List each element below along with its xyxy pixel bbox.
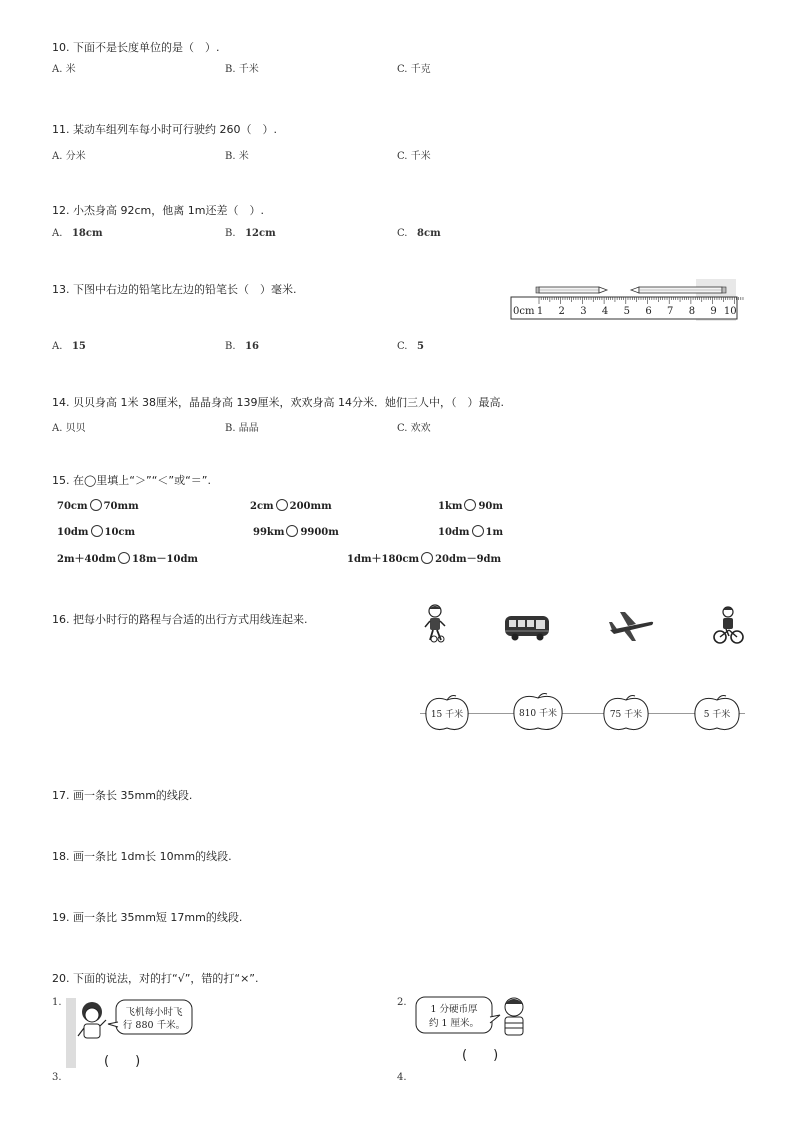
compare-left: 2cm [250,501,274,512]
bubble-line-1: 飞机每小时飞 [125,1007,183,1018]
ruler-tick-label: 0cm [513,306,535,317]
ruler-tick-label: 2 [558,306,565,317]
figure-shadow [66,998,76,1068]
option-letter: C. [397,228,408,239]
option-letter: A. [52,228,63,239]
bubble-line-2: 行 880 千米。 [122,1020,186,1031]
compare-left: 2m＋40dm [57,554,117,565]
option-letter: B. [225,341,236,352]
q15-compare-3-1[interactable] [57,550,198,565]
q10-stem: 10. 下面不是长度单位的是（ ）. [52,41,220,54]
q10-option-a[interactable]: A. 米 [52,64,76,75]
q20-item-3-number: 3. [52,1072,62,1083]
q15-stem: 15. 在◯里填上“＞”“＜”或“＝”. [52,474,211,487]
q20-item-2-answer[interactable]: ( ) [462,1048,499,1063]
apple-distance-2[interactable] [511,692,565,734]
compare-right: 18m－10dm [132,554,199,565]
ruler-tick-label: 1 [536,306,544,317]
q11-option-a[interactable]: A. 分米 [52,151,86,162]
left-pencil [536,287,607,293]
ruler-tick-label: 7 [667,306,674,317]
q13-option-a[interactable] [52,341,86,352]
cyclist-picture[interactable] [712,605,744,645]
compare-right: 70mm [103,501,139,512]
q19-stem: 19. 画一条比 35mm短 17mm的线段. [52,911,243,924]
ruler-tick-label: 9 [710,306,717,317]
compare-circle[interactable] [91,525,103,537]
compare-left: 10dm [57,527,89,538]
compare-circle[interactable] [118,552,130,564]
option-value: 18cm [71,228,103,239]
airplane-picture[interactable] [606,608,656,644]
compare-circle[interactable] [421,552,433,564]
q20-item-2-number: 2. [397,997,407,1008]
q15-compare-3-2[interactable] [347,550,501,565]
q20-item-4-number: 4. [397,1072,407,1083]
q15-compare-2-3[interactable] [438,525,503,538]
apple-distance-3[interactable] [601,694,651,734]
ruler-tick-label: 4 [601,306,609,317]
compare-left: 10dm [438,527,470,538]
q14-stem: 14. 贝贝身高 1米 38厘米，晶晶身高 139厘米，欢欢身高 14分米．她们三人中，（ ）最高. [52,396,504,409]
q12-stem: 12. 小杰身高 92cm，他离 1m还差（ ）. [52,204,264,217]
bubble-line-1: 1 分硬币厚 [430,1004,478,1015]
compare-circle[interactable] [276,499,288,511]
distance-label: 5 千米 [703,710,731,720]
q15-compare-2-1[interactable] [57,525,135,538]
q15-compare-1-3[interactable] [438,499,503,512]
q13-option-c[interactable] [397,341,424,352]
q12-option-b[interactable] [225,228,276,239]
speech-bubble [416,997,500,1033]
compare-right: 1m [485,527,504,538]
walking-child-picture[interactable] [420,603,450,645]
boy-picture [505,998,523,1035]
speech-bubble [108,1000,192,1034]
ruler-tick-label: 6 [645,306,652,317]
compare-circle[interactable] [472,525,484,537]
compare-right: 9900m [300,527,339,538]
q15-compare-2-2[interactable] [253,525,339,538]
q20-item-1-number: 1. [52,997,62,1008]
option-letter: B. [225,228,236,239]
ruler-tick-label: 3 [580,306,587,317]
compare-circle[interactable] [90,499,102,511]
option-value: 16 [245,341,259,352]
compare-circle[interactable] [464,499,476,511]
option-value: 12cm [245,228,276,239]
girl-picture [78,1002,106,1038]
q20-item-1-answer[interactable]: ( ) [104,1054,141,1069]
distance-label: 15 千米 [430,710,464,720]
apple-distance-4[interactable] [692,694,742,734]
distance-label: 810 千米 [518,709,558,719]
q10-option-b[interactable]: B. 千米 [225,64,259,75]
q15-compare-1-1[interactable] [57,499,139,512]
compare-right: 20dm－9dm [435,554,502,565]
q14-option-c[interactable]: C. 欢欢 [397,423,431,434]
ruler-tick-label: 10 [723,306,737,317]
compare-circle[interactable] [286,525,298,537]
option-letter: C. [397,341,408,352]
q20-item-2-figure [412,993,530,1039]
q11-option-b[interactable]: B. 米 [225,151,249,162]
option-value: 8cm [417,228,441,239]
q15-compare-1-2[interactable] [250,499,332,512]
q17-stem: 17. 画一条长 35mm的线段. [52,789,193,802]
compare-right: 10cm [104,527,136,538]
compare-left: 1km [438,501,463,512]
q12-option-a[interactable] [52,228,103,239]
option-value: 5 [417,341,424,352]
right-pencil [631,287,726,293]
q13-stem: 13. 下图中右边的铅笔比左边的铅笔长（ ）毫米. [52,283,297,296]
compare-right: 90m [478,501,503,512]
ruler-tick-label: 5 [623,306,630,317]
q11-stem: 11. 某动车组列车每小时可行驶约 260（ ）. [52,123,277,136]
q10-option-c[interactable]: C. 千克 [397,64,431,75]
compare-right: 200mm [289,501,332,512]
apple-distance-1[interactable] [423,694,471,734]
q18-stem: 18. 画一条比 1dm长 10mm的线段. [52,850,232,863]
compare-left: 1dm＋180cm [347,554,420,565]
q20-stem: 20. 下面的说法，对的打“√”，错的打“×”. [52,972,259,985]
option-letter: A. [52,341,63,352]
distance-label: 75 千米 [609,710,643,720]
compare-left: 70cm [57,501,88,512]
q14-option-b[interactable]: B. 晶晶 [225,423,259,434]
bubble-line-2: 约 1 厘米。 [428,1018,480,1029]
q14-option-a[interactable]: A. 贝贝 [52,423,86,434]
ruler-tick-label: 8 [688,306,696,317]
ruler-pencils-figure [508,277,744,323]
option-value: 15 [71,341,86,352]
q11-option-c[interactable]: C. 千米 [397,151,431,162]
compare-left: 99km [253,527,285,538]
q13-option-b[interactable] [225,341,259,352]
bus-picture[interactable] [503,613,551,643]
q12-option-c[interactable] [397,228,441,239]
q16-stem: 16. 把每小时行的路程与合适的出行方式用线连起来. [52,613,308,626]
